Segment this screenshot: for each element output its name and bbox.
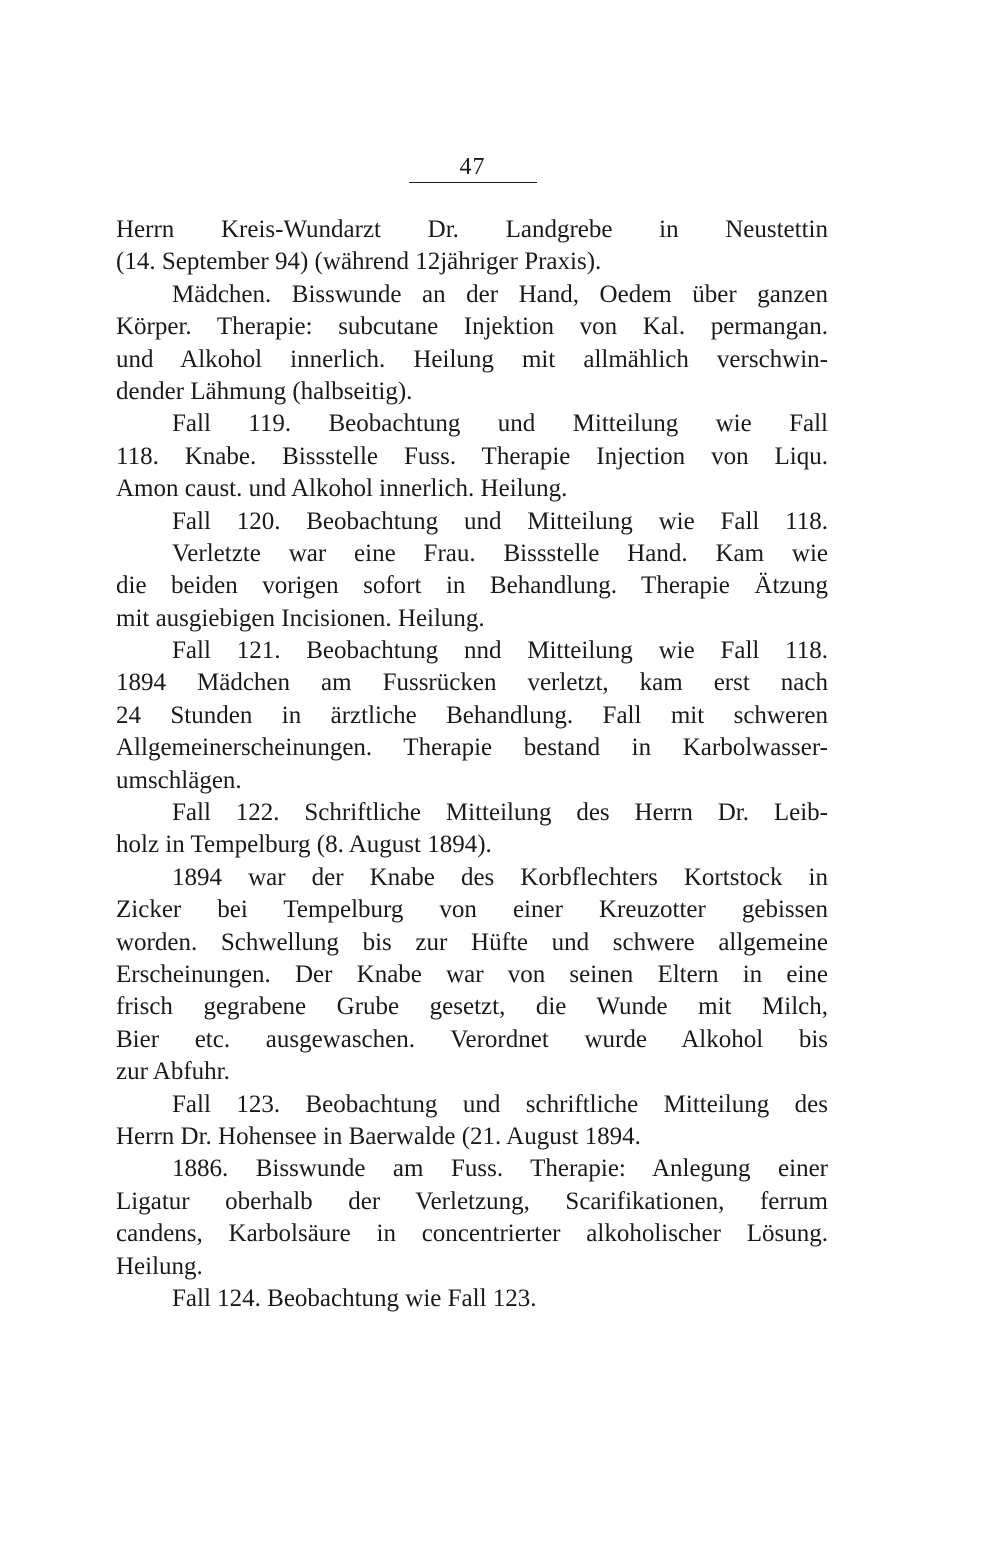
text-line: candens, Karbolsäure in concentrierter alkoholischer Lösung. xyxy=(116,1220,828,1248)
text-line: Herrn Dr. Hohensee in Baerwalde (21. August 1894. xyxy=(116,1122,641,1150)
page-number-rule xyxy=(409,182,537,183)
text-line: Heilung. xyxy=(116,1252,203,1280)
text-line: umschlägen. xyxy=(116,766,242,794)
text-line: Körper. Therapie: subcutane Injektion von Kal. permangan. xyxy=(116,313,828,341)
page-number: 47 xyxy=(459,154,486,180)
text-line: Fall 121. Beobachtung nnd Mitteilung wie Fall 118. xyxy=(172,637,828,665)
text-line: die beiden vorigen sofort in Behandlung. Therapie Ätzung xyxy=(116,572,828,600)
text-line: und Alkohol innerlich. Heilung mit allmählich verschwin- xyxy=(116,345,828,373)
text-line: Fall 122. Schriftliche Mitteilung des Herrn Dr. Leib- xyxy=(172,799,828,827)
text-line: mit ausgiebigen Incisionen. Heilung. xyxy=(116,604,485,632)
text-line: Amon caust. und Alkohol innerlich. Heilung. xyxy=(116,475,568,503)
text-line: Fall 119. Beobachtung und Mitteilung wie Fall xyxy=(172,410,828,438)
body-text xyxy=(116,214,828,1315)
text-line: 118. Knabe. Bissstelle Fuss. Therapie Injection von Liqu. xyxy=(116,442,828,470)
text-line: Verletzte war eine Frau. Bissstelle Hand. Kam wie xyxy=(172,539,828,567)
text-line: worden. Schwellung bis zur Hüfte und schwere allgemeine xyxy=(116,928,828,956)
text-line: Fall 124. Beobachtung wie Fall 123. xyxy=(172,1284,537,1312)
text-line: Mädchen. Bisswunde an der Hand, Oedem über ganzen xyxy=(172,280,828,308)
text-line: Erscheinungen. Der Knabe war von seinen Eltern in eine xyxy=(116,960,828,988)
text-line: Fall 123. Beobachtung und schriftliche Mitteilung des xyxy=(172,1090,828,1118)
text-line: Allgemeinerscheinungen. Therapie bestand in Karbolwasser- xyxy=(116,734,828,762)
text-line: 1886. Bisswunde am Fuss. Therapie: Anlegung einer xyxy=(172,1155,828,1183)
text-line: frisch gegrabene Grube gesetzt, die Wunde mit Milch, xyxy=(116,993,828,1021)
text-line: Ligatur oberhalb der Verletzung, Scarifikationen, ferrum xyxy=(116,1187,828,1215)
text-line: Fall 120. Beobachtung und Mitteilung wie Fall 118. xyxy=(172,507,828,535)
text-line: dender Lähmung (halbseitig). xyxy=(116,377,413,405)
text-line: 1894 Mädchen am Fussrücken verletzt, kam erst nach xyxy=(116,669,828,697)
text-line: Herrn Kreis-Wundarzt Dr. Landgrebe in Neustettin xyxy=(116,216,828,243)
text-line: Zicker bei Tempelburg von einer Kreuzotter gebissen xyxy=(116,896,828,924)
text-line: zur Abfuhr. xyxy=(116,1058,230,1086)
text-line: holz in Tempelburg (8. August 1894). xyxy=(116,831,492,859)
text-line: 24 Stunden in ärztliche Behandlung. Fall mit schweren xyxy=(116,701,828,729)
text-line: 1894 war der Knabe des Korbflechters Kortstock in xyxy=(172,863,828,891)
text-line: Bier etc. ausgewaschen. Verordnet wurde Alkohol bis xyxy=(116,1025,828,1053)
text-line: (14. September 94) (während 12jähriger Praxis). xyxy=(116,248,602,276)
